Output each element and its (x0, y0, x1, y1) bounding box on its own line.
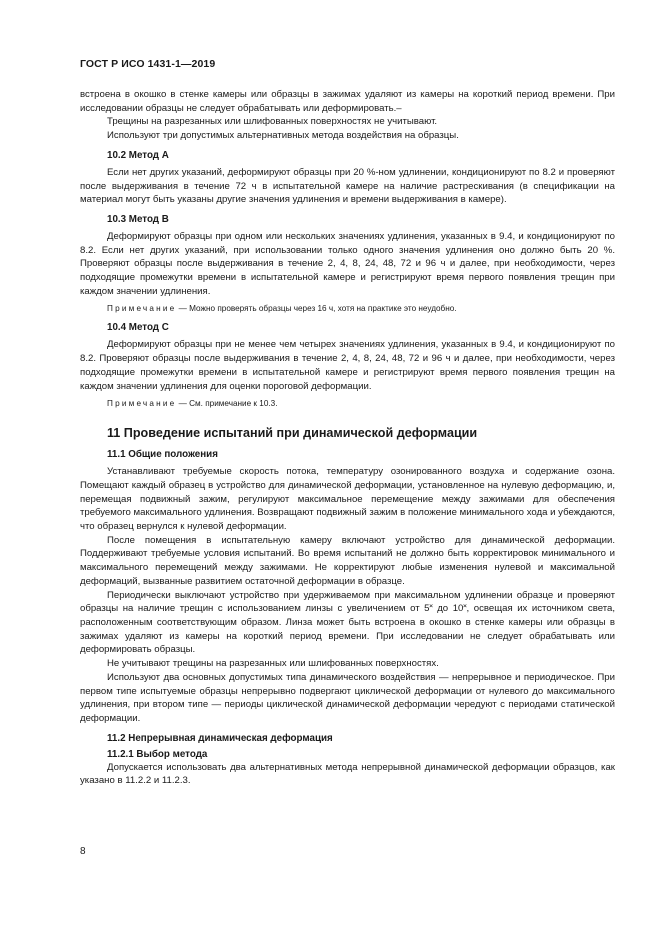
section-heading-11: 11 Проведение испытаний при динамической деформации (107, 426, 478, 441)
section-heading-10-3: 10.3 Метод В (107, 213, 169, 225)
paragraph: Не учитывают трещины на разрезанных или шлифованных поверхностях. (107, 658, 439, 670)
section-heading-10-2: 10.2 Метод А (107, 149, 169, 161)
note-label: Примечание (107, 399, 177, 409)
page-number: 8 (80, 846, 86, 857)
paragraph: Используют два основных допустимых типа динамического воздействия — непрерывное и периодическое. При первом типе испытуемые образцы непрерывно подвергают циклической деформации от нулевого до максимального удлинения, при втором типе — периоды циклической динамической деформации чередуют с периодами статической деформации. (80, 671, 615, 724)
paragraph: Допускается использовать два альтернативных метода непрерывной динамической деформации образцов, как указано в 11.2.2 и 11.2.3. (80, 761, 615, 787)
paragraph: Если нет других указаний, деформируют образцы при 20 %-ном удлинении, кондиционируют по 8.2 и проверяют после выдерживания в течение 72 ч в испытательной камере на наличие растрескивания (в спецификации на материал могут быть указаны другие значения удлинения и времени выдерживания в камере). (80, 166, 615, 206)
paragraph: Деформируют образцы при не менее чем четырех значениях удлинения, указанных в 9.4, и кондиционируют по 8.2. Проверяют образцы после выдерживания в течение 2, 4, 8, 24, 48, 72 и 96 ч и далее, при необходимости, через подходящие промежутки времени в испытательной камере и регистрируют время первого появления трещин на каждом значении удлинения для оценки пороговой деформации. (80, 339, 615, 392)
paragraph: встроена в окошко в стенке камеры или образцы в зажимах удаляют из камеры на короткий период времени. При исследовании образцы не следует обрабатывать или деформировать.– (80, 89, 615, 114)
note-text: — См. примечание к 10.3. (176, 399, 278, 409)
note-text: — Можно проверять образцы через 16 ч, хотя на практике это неудобно. (176, 304, 457, 314)
paragraph: Устанавливают требуемые скорость потока, температуру озонированного воздуха и содержание озона. Помещают каждый образец в устройство для динамической деформации, установленное на нулевую деформацию, и, перемещая подвижный зажим, регулируют максимальное перемещение между зажимами для обеспечения требуемого максимального удлинения. Возвращают подвижный зажим в положение минимального хода и убеждаются, что образец вернулся к нулевой деформации. (80, 466, 615, 533)
note-label: Примечание (107, 304, 177, 314)
note-10-4 (107, 398, 615, 410)
paragraph: Трещины на разрезанных или шлифованных поверхностях не учитывают. (107, 116, 438, 128)
section-heading-10-4: 10.4 Метод С (107, 322, 169, 334)
paragraph: Используют три допустимых альтернативных метода воздействия на образцы. (107, 130, 459, 142)
note-10-3 (107, 303, 615, 315)
document-page (80, 58, 615, 788)
paragraph: После помещения в испытательную камеру включают устройство для динамической деформации. Поддерживают требуемые условия испытаний. Во время испытаний не должно быть корректировок минимального и максимального перемещений между зажимами. Не корректируют любые изменения нулевой и максимальной деформаций, вызванные развитием остаточной деформации в образце. (80, 534, 615, 587)
document-header: ГОСТ Р ИСО 1431-1—2019 (80, 58, 216, 70)
paragraph: Деформируют образцы при одном или нескольких значениях удлинения, указанных в 9.4, и кондиционируют по 8.2. Если нет других указаний, при использовании только одного значения удлинения оно должно быть 20 %. Проверяют образцы после выдерживания в течение 2, 4, 8, 24, 48, 72 и 96 ч и далее, при необходимости, через подходящие промежутки времени в испытательной камере и регистрируют время первого появления трещин при каждом значении удлинения. (80, 230, 615, 297)
section-heading-11-2: 11.2 Непрерывная динамическая деформация (107, 732, 333, 744)
paragraph: Периодически выключают устройство при удерживаемом при максимальном удлинении образце и проверяют образцы на наличие трещин с использованием линзы с увеличением от 5˟ до 10˟, освещая их источником света, расположенным соответствующим образом. Линза может быть встроена в окошко в стенке камеры или образцы в зажимах удаляют из камеры на короткий период времени. При исследовании не следует обрабатывать или деформировать образцы. (80, 589, 615, 656)
section-heading-11-1: 11.1 Общие положения (107, 449, 218, 461)
section-heading-11-2-1: 11.2.1 Выбор метода (107, 748, 208, 760)
